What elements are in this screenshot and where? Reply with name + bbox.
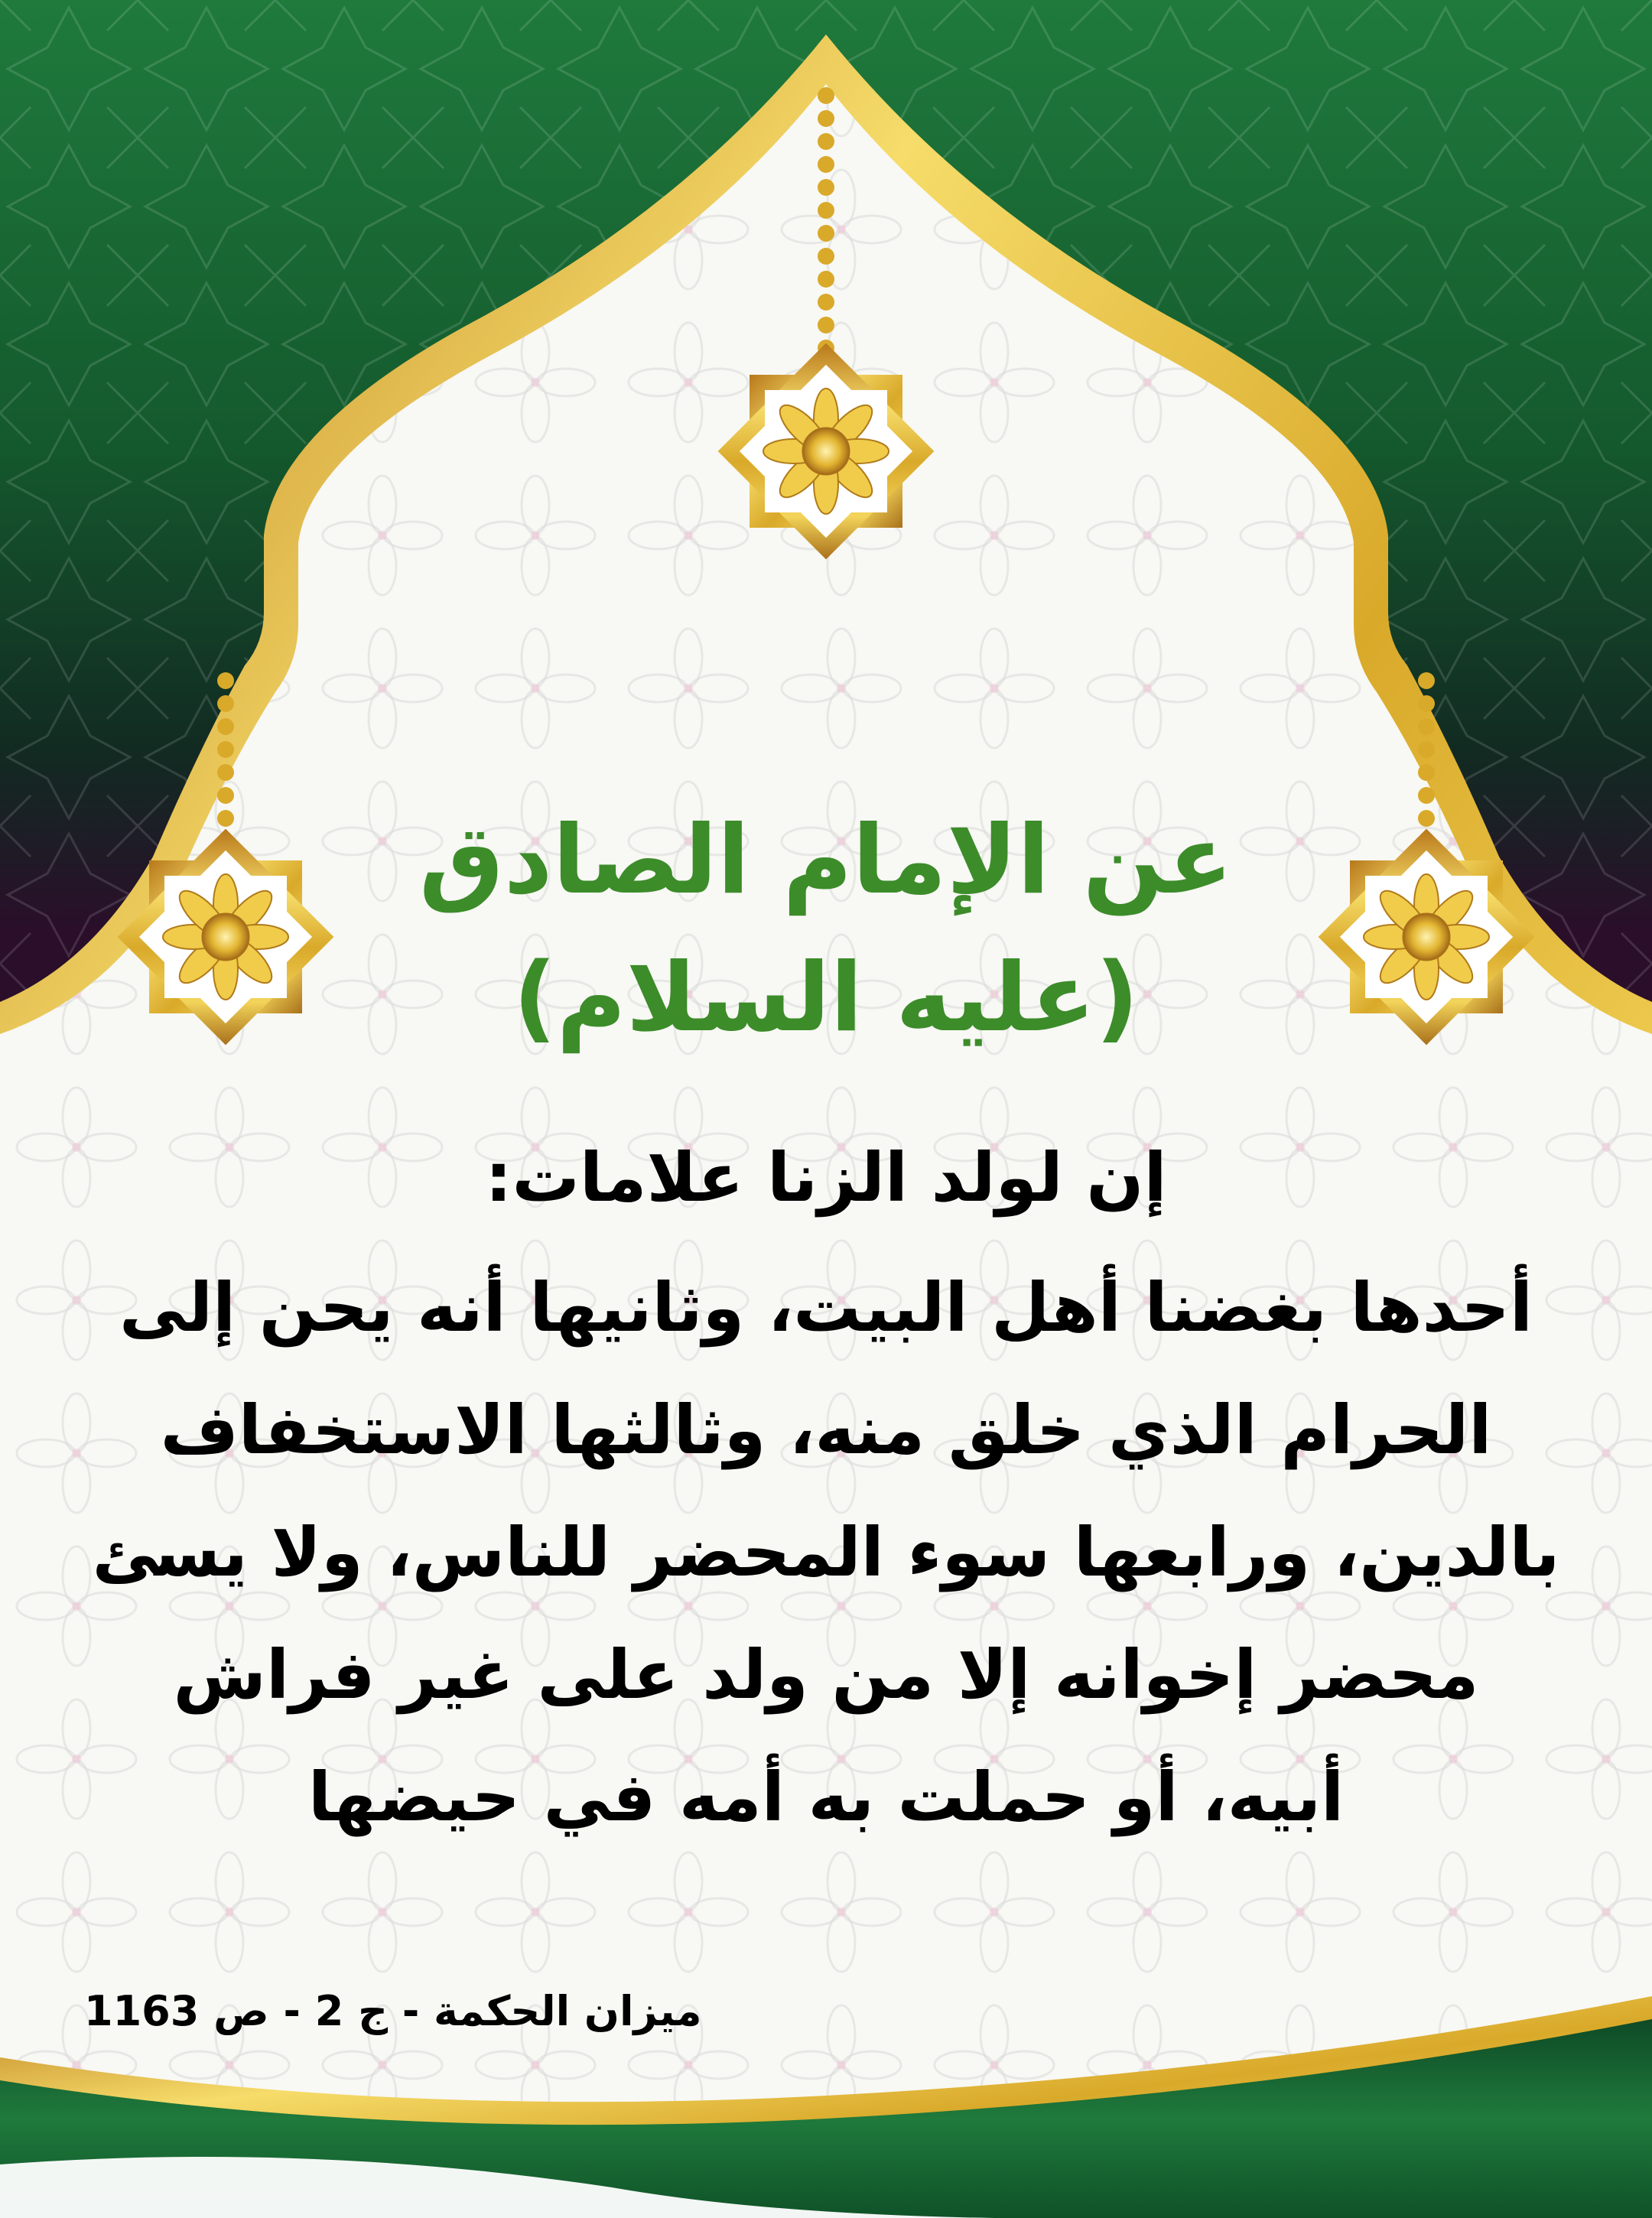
quote-line: إن لولد الزنا علامات:: [485, 1138, 1167, 1217]
quote-line: بالدين، ورابعها سوء المحضر للناس، ولا يسئ: [92, 1513, 1560, 1592]
quote-line: أبيه، أو حملت به أمه في حيضها: [307, 1758, 1345, 1836]
title-line-2: (عليه السلام): [513, 943, 1139, 1053]
hanging-star-ornament-center: [718, 343, 935, 560]
quote-line: أحدها بغضنا أهل البيت، وثانيها أنه يحن إلى: [119, 1268, 1533, 1347]
quote-line: الحرام الذي خلق منه، وثالثها الاستخفاف: [160, 1390, 1492, 1469]
quote-line: محضر إخوانه إلا من ولد على غير فراش: [173, 1635, 1479, 1714]
source-reference: ميزان الحكمة - ج 2 - ص 1163: [84, 1987, 702, 2035]
title-line-1: عن الإمام الصادق: [419, 805, 1233, 915]
